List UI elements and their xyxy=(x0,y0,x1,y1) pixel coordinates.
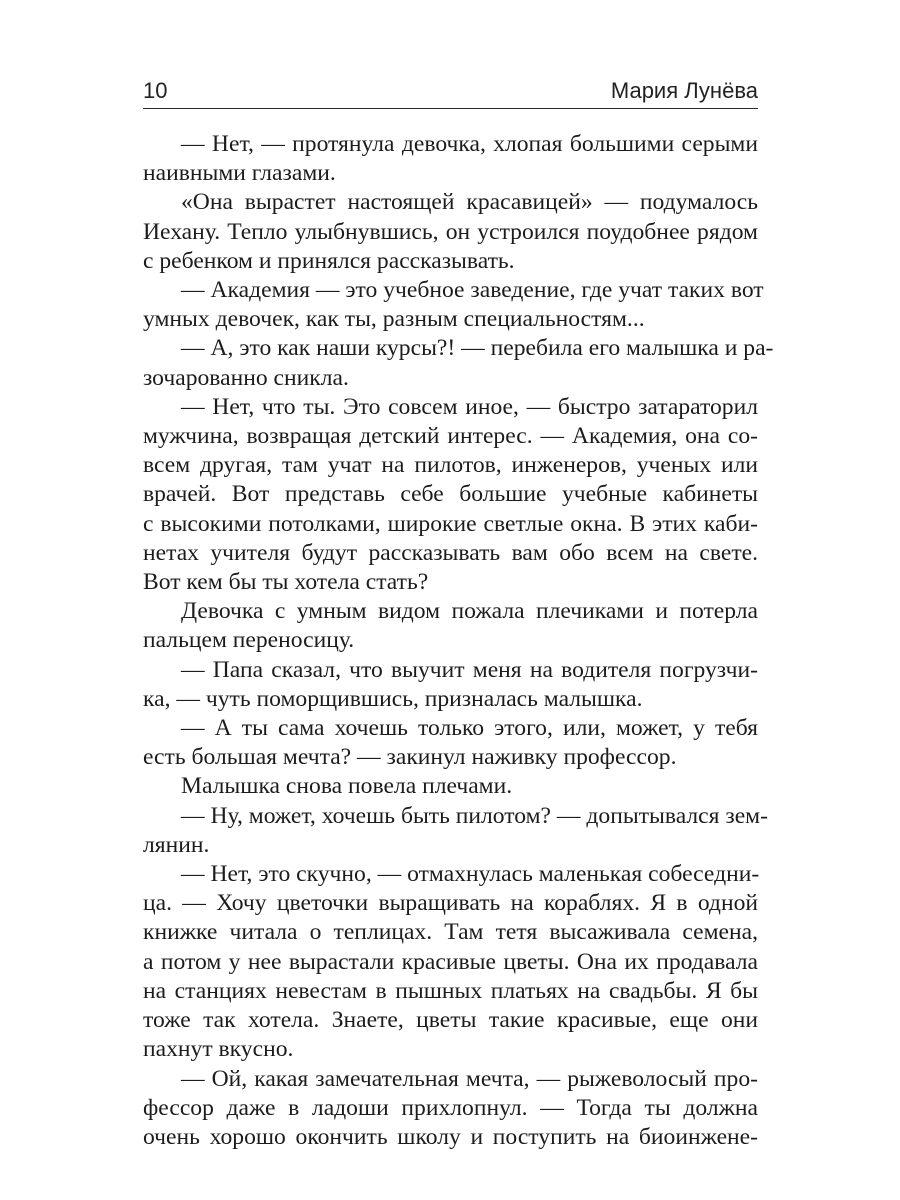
text-line: ца. — Хочу цветочки выращивать на кораблях. Я в одной xyxy=(143,890,758,917)
text-line: Иехану. Тепло улыбнувшись, он устроился поудобнее рядом xyxy=(143,218,758,245)
text-line: книжке читала о теплицах. Там тетя высаживала семена, xyxy=(143,919,758,946)
text-line: тоже так хотела. Знаете, цветы такие красивые, еще они xyxy=(143,1007,758,1034)
paragraph xyxy=(143,276,764,334)
text-line: — Нет, что ты. Это совсем иное, — быстро затараторил xyxy=(181,393,758,420)
text-line: с высокими потолками, широкие светлые окна. В этих каби- xyxy=(143,510,758,537)
running-head xyxy=(143,72,758,109)
text-line: нетах учителя будут рассказывать вам обо всем на свете. xyxy=(143,539,758,566)
text-line: — Академия — это учебное заведение, где учат таких вот xyxy=(181,277,764,304)
author-name: Мария Лунёва xyxy=(610,78,758,103)
text-line: лянин. xyxy=(143,831,210,858)
text-line: всем другая, там учат на пилотов, инженеров, ученых или xyxy=(143,452,758,479)
text-line: мужчина, возвращая детский интерес. — Академия, она со- xyxy=(143,423,758,450)
text-line: наивными глазами. xyxy=(143,160,336,187)
paragraph xyxy=(143,597,758,655)
text-line: ка, — чуть поморщившись, призналась малышка. xyxy=(143,685,643,712)
paragraph xyxy=(143,714,758,772)
body-text xyxy=(143,130,774,1152)
text-line: а потом у нее вырастали красивые цветы. Она их продавала xyxy=(143,948,758,975)
page-number: 10 xyxy=(143,78,168,103)
paragraph xyxy=(143,130,758,188)
paragraph xyxy=(143,393,758,597)
text-line: Вот кем бы ты хотела стать? xyxy=(143,569,429,596)
text-line: — Нет, — протянула девочка, хлопая большими серыми xyxy=(181,131,758,157)
paragraph xyxy=(143,802,768,860)
text-line: очень хорошо окончить школу и поступить на биоинжене- xyxy=(143,1123,758,1150)
text-line: — Нет, это скучно, — отмахнулась маленькая собеседни- xyxy=(181,861,760,888)
paragraph xyxy=(143,188,758,276)
text-line: с ребенком и принялся рассказывать. xyxy=(143,247,515,274)
paragraph xyxy=(143,656,758,714)
text-line: — Ой, какая замечательная мечта, — рыжеволосый про- xyxy=(181,1065,758,1092)
text-line: на станциях невестам в пышных платьях на свадьбы. Я бы xyxy=(143,977,758,1004)
text-line: Малышка снова повела плечами. xyxy=(181,773,513,800)
text-line: пальцем переносицу. xyxy=(143,627,355,654)
text-line: пахнут вкусно. xyxy=(143,1036,294,1063)
paragraph xyxy=(143,860,758,1064)
text-line: умных девочек, как ты, разным специальностям... xyxy=(143,306,645,333)
paragraph xyxy=(143,772,758,801)
text-line: есть большая мечта? — закинул наживку профессор. xyxy=(143,744,677,771)
text-line: — А ты сама хочешь только этого, или, может, у тебя xyxy=(181,715,758,742)
text-line: врачей. Вот представь себе большие учебные кабинеты xyxy=(143,481,758,508)
text-line: «Она вырастет настоящей красавицей» — подумалось xyxy=(181,189,758,216)
text-line: Девочка с умным видом пожала плечиками и потерла xyxy=(181,598,758,625)
paragraph xyxy=(143,334,774,392)
text-line: — Папа сказал, что выучит меня на водителя погрузчи- xyxy=(181,656,758,683)
text-line: зочарованно сникла. xyxy=(143,364,349,391)
paragraph xyxy=(143,1065,758,1153)
text-line: — А, это как наши курсы?! — перебила его малышка и ра- xyxy=(181,335,774,362)
text-line: фессор даже в ладоши прихлопнул. — Тогда ты должна xyxy=(143,1094,758,1121)
text-line: — Ну, может, хочешь быть пилотом? — допытывался зем- xyxy=(181,802,768,829)
